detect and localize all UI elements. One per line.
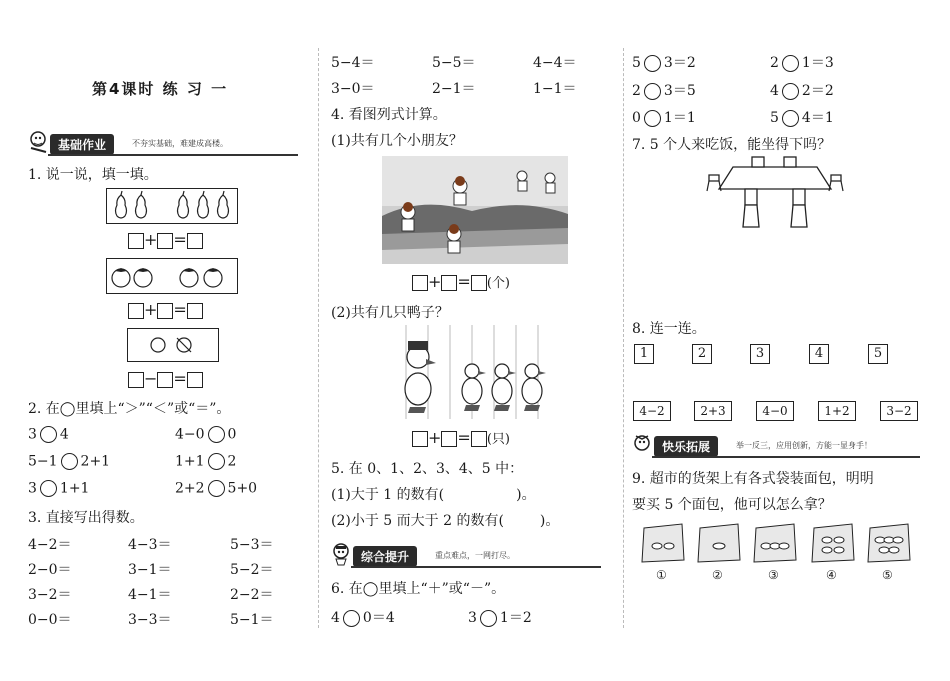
match-expression[interactable]: 2+3 xyxy=(694,401,732,421)
q6-prompt: 6. 在◯里填上“＋”或“－”。 xyxy=(331,581,506,597)
q2-row: 5−1 2+1 xyxy=(28,453,111,470)
tomatoes-picture xyxy=(106,258,238,294)
q6-row: 2 3＝5 xyxy=(632,83,696,99)
q8-prompt: 8. 连一连。 xyxy=(632,321,706,337)
q7-prompt: 7. 5 个人来吃饭，能坐得下吗？ xyxy=(632,137,832,153)
operator-circle[interactable] xyxy=(782,110,799,127)
q5-sub1: (1)大于 1 的数有( )。 xyxy=(331,487,536,503)
answer-box[interactable] xyxy=(412,275,428,291)
answer-box[interactable] xyxy=(471,275,487,291)
match-expression[interactable]: 1+2 xyxy=(818,401,856,421)
operator-circle[interactable] xyxy=(644,55,661,72)
operator-circle[interactable] xyxy=(644,110,661,127)
bread-bag-5 xyxy=(866,522,912,564)
q2-row: 3 4 xyxy=(28,426,69,443)
q3-cell: 4−3＝ xyxy=(128,537,172,553)
q3-cell: 5−5＝ xyxy=(432,55,476,71)
compare-circle[interactable] xyxy=(40,480,57,497)
operator-circle[interactable] xyxy=(343,610,360,627)
q1-equation-3: − = xyxy=(128,369,203,388)
q6-row: 4 0＝4 xyxy=(331,610,395,626)
bread-bag-4 xyxy=(810,522,856,564)
section-note: 举一反三，应用创新，方能一显身手！ xyxy=(736,441,872,450)
answer-box[interactable] xyxy=(128,233,144,249)
q5-prompt: 5. 在 0、1、2、3、4、5 中： xyxy=(331,461,524,477)
match-number[interactable]: 2 xyxy=(692,344,712,364)
q2-row: 3 1+1 xyxy=(28,480,90,497)
q3-cell: 1−1＝ xyxy=(533,81,577,97)
table-chairs-picture xyxy=(705,155,845,235)
q3-cell: 2−1＝ xyxy=(432,81,476,97)
q3-cell: 3−1＝ xyxy=(128,562,172,578)
answer-box[interactable] xyxy=(128,372,144,388)
q2-row: 1+1 2 xyxy=(175,453,237,470)
bread-bag-2 xyxy=(696,522,742,564)
mascot-icon xyxy=(632,432,656,456)
q3-cell: 3−3＝ xyxy=(128,612,172,628)
q6-row: 0 1＝1 xyxy=(632,110,696,126)
pears-picture xyxy=(106,188,238,224)
bag-label: ④ xyxy=(826,568,837,582)
bread-bag-3 xyxy=(752,522,798,564)
q3-cell: 5−1＝ xyxy=(230,612,274,628)
operator-circle[interactable] xyxy=(480,610,497,627)
q3-cell: 4−2＝ xyxy=(28,537,72,553)
section-note: 不夯实基础，难建成高楼。 xyxy=(132,139,228,148)
answer-box[interactable] xyxy=(157,303,173,319)
bread-bag-1 xyxy=(640,522,686,564)
column-divider xyxy=(623,48,624,628)
bag-label: ① xyxy=(656,568,667,582)
q3-cell: 0−0＝ xyxy=(28,612,72,628)
answer-box[interactable] xyxy=(441,431,457,447)
section-rule xyxy=(351,566,601,568)
answer-box[interactable] xyxy=(412,431,428,447)
q9-prompt-line2: 要买 5 个面包，他可以怎么拿？ xyxy=(632,497,832,513)
q3-cell: 4−4＝ xyxy=(533,55,577,71)
q2-row: 4−0 0 xyxy=(175,426,237,443)
operator-circle[interactable] xyxy=(782,83,799,100)
q9-prompt-line1: 9. 超市的货架上有各式袋装面包，明明 xyxy=(632,471,874,487)
section-header-extension xyxy=(632,432,920,458)
bag-label: ⑤ xyxy=(882,568,893,582)
q5-sub2: (2)小于 5 而大于 2 的数有( )。 xyxy=(331,513,560,529)
q6-row: 2 1＝3 xyxy=(770,55,834,71)
bag-label: ③ xyxy=(768,568,779,582)
operator-circle[interactable] xyxy=(782,55,799,72)
q1-prompt: 1. 说一说，填一填。 xyxy=(28,167,158,183)
circles-picture xyxy=(127,328,219,362)
section-note: 重点难点，一网打尽。 xyxy=(435,551,515,560)
q6-row: 4 2＝2 xyxy=(770,83,834,99)
compare-circle[interactable] xyxy=(61,453,78,470)
page-title: 第4课时 练 习 一 xyxy=(92,80,229,98)
q6-row: 5 3＝2 xyxy=(632,55,696,71)
q2-prompt: 2. 在◯里填上“＞”“＜”或“＝”。 xyxy=(28,401,231,417)
answer-box[interactable] xyxy=(441,275,457,291)
compare-circle[interactable] xyxy=(208,426,225,443)
q4-equation-1: + = (个) xyxy=(412,272,510,291)
q3-cell: 5−4＝ xyxy=(331,55,375,71)
compare-circle[interactable] xyxy=(208,480,225,497)
section-rule xyxy=(652,456,920,458)
match-number[interactable]: 1 xyxy=(634,344,654,364)
q6-row: 3 1＝2 xyxy=(468,610,532,626)
answer-box[interactable] xyxy=(128,303,144,319)
section-header-comprehensive xyxy=(331,542,601,568)
q4-equation-2: + = (只) xyxy=(412,428,510,447)
q3-prompt: 3. 直接写出得数。 xyxy=(28,510,144,526)
operator-circle[interactable] xyxy=(644,83,661,100)
bag-label: ② xyxy=(712,568,723,582)
q3-cell: 2−0＝ xyxy=(28,562,72,578)
q3-cell: 4−1＝ xyxy=(128,587,172,603)
section-badge: 快乐拓展 xyxy=(654,436,718,457)
match-number[interactable]: 4 xyxy=(809,344,829,364)
q3-cell: 5−2＝ xyxy=(230,562,274,578)
answer-box[interactable] xyxy=(187,233,203,249)
q3-cell: 2−2＝ xyxy=(230,587,274,603)
mascot-icon xyxy=(331,542,355,566)
answer-box[interactable] xyxy=(157,372,173,388)
compare-circle[interactable] xyxy=(208,453,225,470)
match-number[interactable]: 5 xyxy=(868,344,888,364)
q1-equation-1: + = xyxy=(128,230,203,249)
q3-cell: 3−0＝ xyxy=(331,81,375,97)
match-expression[interactable]: 4−0 xyxy=(756,401,794,421)
section-rule xyxy=(48,154,298,156)
q1-equation-2: + = xyxy=(128,300,203,319)
answer-box[interactable] xyxy=(471,431,487,447)
match-expression[interactable]: 3−2 xyxy=(880,401,918,421)
match-number[interactable]: 3 xyxy=(750,344,770,364)
q3-cell: 5−3＝ xyxy=(230,537,274,553)
answer-box[interactable] xyxy=(157,233,173,249)
ducks-picture xyxy=(398,325,548,419)
mascot-icon xyxy=(28,130,52,154)
q4-sub1: (1)共有几个小朋友？ xyxy=(331,133,463,149)
answer-box[interactable] xyxy=(187,303,203,319)
compare-circle[interactable] xyxy=(40,426,57,443)
children-picture xyxy=(382,156,568,264)
section-header-basic xyxy=(28,130,298,156)
section-badge: 综合提升 xyxy=(353,546,417,567)
match-expression[interactable]: 4−2 xyxy=(633,401,671,421)
q3-cell: 3−2＝ xyxy=(28,587,72,603)
q2-row: 2+2 5+0 xyxy=(175,480,258,497)
q6-row: 5 4＝1 xyxy=(770,110,834,126)
section-badge: 基础作业 xyxy=(50,134,114,155)
answer-box[interactable] xyxy=(187,372,203,388)
column-divider xyxy=(318,48,319,628)
q4-sub2: (2)共有几只鸭子？ xyxy=(331,305,449,321)
q4-prompt: 4. 看图列式计算。 xyxy=(331,107,447,123)
